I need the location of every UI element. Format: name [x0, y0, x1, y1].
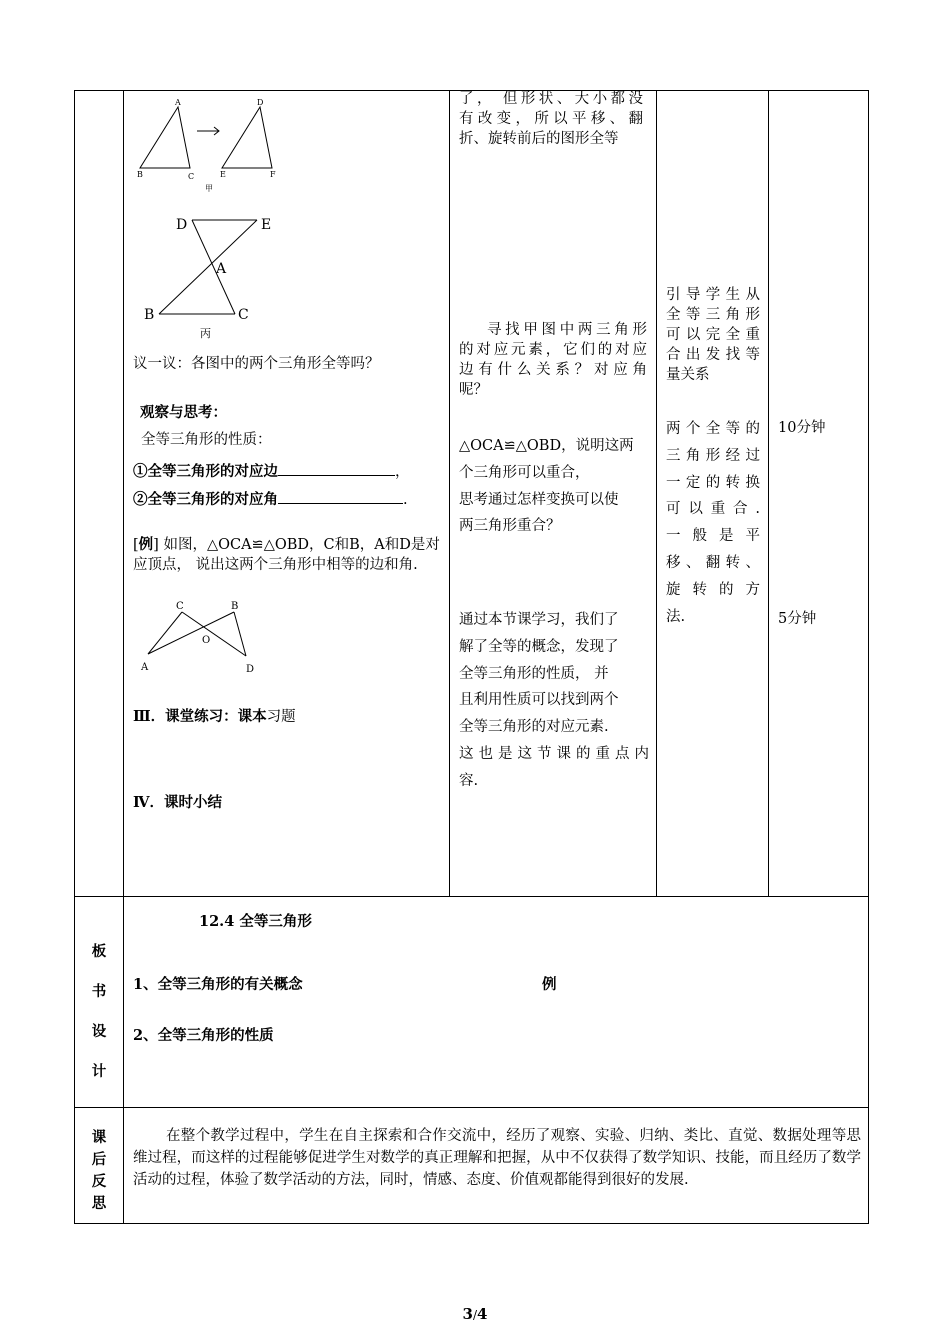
label-char: 课: [91, 1129, 107, 1146]
label-d: D: [176, 217, 188, 233]
label-char: 计: [91, 1063, 107, 1080]
label-char: 书: [91, 983, 107, 1000]
board-item-2: 2、全等三角形的性质: [133, 1027, 274, 1044]
col-divider-3: [656, 90, 657, 896]
label-c: C: [188, 172, 195, 181]
reflection-text: 在整个教学过程中，学生在自主探索和合作交流中，经历了观察、实验、归纳、类比、直觉、数据处理等思维过程，而这样的过程能够促进学生对数学的真正理解和把握，从中不仅获得了数学知识、技能，而且经历了数学活动的过程，体验了数学活动的方法，同时，情感、态度、价值观都能得到很好的发展.: [133, 1128, 861, 1188]
time-5-min: 5分钟: [778, 611, 817, 627]
text-line: 一般是平: [666, 528, 760, 545]
label-c: C: [176, 601, 184, 612]
segment-ca: [148, 612, 182, 654]
example-block: [例] 如图，△OCA≌△OBD，C和B，A和D是对应顶点， 说出这两个三角形中相等的边和角.: [133, 536, 440, 573]
text-line: 的对应元素，它们的对应: [459, 342, 647, 358]
board-design-label: [88, 932, 110, 1092]
property-1-text: ①全等三角形的对应边: [133, 463, 278, 480]
text-line: 边有什么关系？对应角: [459, 362, 647, 378]
figure-jia: [130, 95, 290, 195]
text-line: △OCA≌△OBD，说明这两: [459, 438, 634, 454]
page-current: 3: [462, 1305, 473, 1323]
figure-example: [138, 598, 263, 680]
text-line: 全等三角形: [666, 307, 760, 323]
col-divider-1: [123, 90, 124, 1224]
label-b: B: [137, 170, 143, 179]
col3-find-text: [459, 320, 647, 400]
label-char: 反: [91, 1173, 107, 1190]
text-line: 可以重合.: [666, 501, 760, 518]
label-b: B: [231, 601, 239, 612]
text-line: 可以完全重: [666, 327, 760, 343]
page-separator: /: [472, 1308, 478, 1322]
text-line: 两三角形重合？: [459, 518, 561, 535]
text-line: 合出发找等: [666, 347, 760, 363]
property-1-blank[interactable]: [278, 461, 395, 476]
col3-top-text: [459, 89, 643, 149]
col3-congruent-text: [459, 433, 649, 540]
text-line: 且利用性质可以找到两个: [459, 692, 619, 709]
property-intro: 全等三角形的性质：: [141, 432, 272, 448]
text-line: 引导学生从: [666, 287, 760, 303]
page-total: 4: [477, 1305, 488, 1323]
caption-bing: 丙: [200, 327, 211, 340]
property-2-blank[interactable]: [278, 489, 403, 504]
segment-dc: [192, 220, 235, 314]
board-example: 例: [542, 976, 557, 993]
observe-title: 观察与思考：: [140, 404, 227, 421]
property-2-text: ②全等三角形的对应角: [133, 491, 278, 508]
board-item-1: 1、全等三角形的有关概念: [133, 976, 303, 993]
label-a: A: [141, 662, 149, 673]
discuss-question: 议一议：各图中的两个三角形全等吗？: [133, 356, 380, 372]
text-line: 法.: [666, 608, 686, 625]
table-bottom-border: [74, 1223, 869, 1224]
property-1: [133, 461, 410, 483]
text-line: 解了全等的概念，发现了: [459, 638, 619, 655]
label-f: F: [270, 170, 276, 179]
row-divider-1: [74, 896, 869, 897]
text-line: 量关系: [666, 367, 710, 383]
example-text: 如图，△OCA≌△OBD，C和B，A和D是对应顶点， 说出这两个三角形中相等的边和角.: [133, 537, 440, 573]
label-char: 设: [91, 1023, 107, 1040]
label-e: E: [220, 170, 226, 179]
text-line: 全等三角形的对应元素.: [459, 719, 609, 736]
row-divider-2: [74, 1107, 869, 1108]
board-title: 12.4 全等三角形: [199, 913, 312, 930]
property-2: [133, 489, 408, 511]
text-line: 两个全等的: [666, 421, 760, 437]
text-line: 旋转的方: [666, 581, 760, 598]
col3-summary-text: [459, 607, 649, 795]
text-line: 了， 但形状、大小都没: [459, 91, 643, 107]
col-divider-4: [768, 90, 769, 896]
example-tag: 例: [138, 536, 154, 553]
table-left-border: [74, 90, 75, 1224]
label-b: B: [144, 307, 155, 323]
text-line: 全等三角形的性质， 并: [459, 665, 609, 682]
figure-bing: [140, 205, 280, 345]
segment-cd: [182, 612, 246, 656]
col4-guide-text: [666, 285, 760, 385]
text-line: 折、旋转前后的图形全等: [459, 131, 619, 147]
practice-line: [133, 706, 296, 728]
text-line: 三角形经过: [666, 447, 760, 464]
label-char: 思: [91, 1195, 107, 1212]
col-divider-2: [449, 90, 450, 896]
triangle-abc: [140, 107, 190, 168]
text-line: 有改变，所以平移、翻: [459, 111, 643, 127]
text-line: 个三角形可以重合，: [459, 464, 590, 481]
summary-label: Ⅳ．课时小结: [133, 794, 222, 811]
text-line: 寻找甲图中两三角形: [487, 322, 647, 338]
label-o: O: [202, 635, 211, 646]
text-line: 这也是这节课的重点内: [459, 746, 649, 763]
triangle-def: [222, 107, 272, 168]
label-char: 板: [91, 943, 107, 960]
label-e: E: [261, 217, 272, 233]
caption-jia: 甲: [205, 184, 213, 193]
time-10-min: 10分钟: [778, 420, 826, 436]
reflection-label: [88, 1127, 110, 1215]
label-char: 后: [91, 1151, 107, 1168]
label-d: D: [257, 98, 264, 107]
practice-label: Ⅲ．课堂练习：课本: [133, 708, 267, 725]
segment-eb: [159, 220, 257, 314]
property-1-end: ，: [395, 464, 410, 480]
text-line: 通过本节课学习，我们了: [459, 612, 619, 628]
practice-tail: 习题: [266, 709, 296, 725]
page-number: [0, 1304, 950, 1326]
col4-transform-text: [666, 416, 760, 631]
text-line: 一定的转换: [666, 474, 760, 491]
text-line: 呢？: [459, 382, 488, 398]
table-right-border: [868, 90, 869, 1224]
label-a: A: [175, 98, 181, 107]
text-line: 移、翻转、: [666, 555, 760, 572]
label-d: D: [246, 664, 255, 675]
label-a: A: [216, 261, 227, 277]
text-line: 思考通过怎样变换可以使: [459, 491, 619, 508]
label-c: C: [238, 307, 249, 323]
text-line: 容.: [459, 772, 479, 789]
property-2-end: .: [403, 492, 408, 508]
